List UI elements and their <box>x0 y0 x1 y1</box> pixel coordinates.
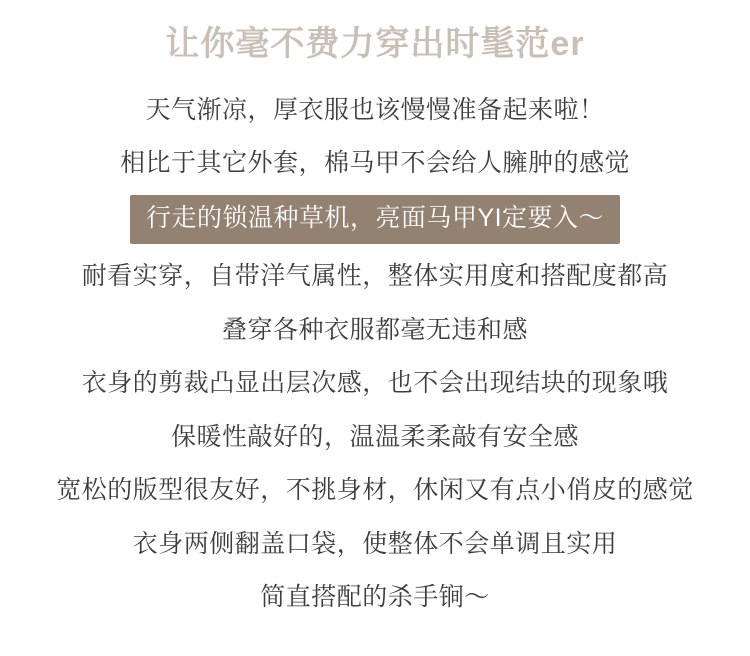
page-title: 让你毫不费力穿出时髦范er <box>165 25 585 63</box>
description-line: 宽松的版型很友好，不挑身材，休闲又有点小俏皮的感觉 <box>56 476 694 505</box>
description-line: 耐看实穿，自带洋气属性，整体实用度和搭配度都高 <box>81 262 669 291</box>
description-line: 衣身的剪裁凸显出层次感，也不会出现结块的现象哦 <box>81 369 669 398</box>
description-line: 叠穿各种衣服都毫无违和感 <box>221 315 528 344</box>
description-line: 衣身两侧翻盖口袋，使整体不会单调且实用 <box>132 529 618 558</box>
description-line: 天气渐凉，厚衣服也该慢慢准备起来啦！ <box>145 95 605 124</box>
description-line-list <box>0 84 750 625</box>
description-line: 简直搭配的杀手锏～ <box>260 583 490 612</box>
description-line: 相比于其它外套，棉马甲不会给人臃肿的感觉 <box>119 149 630 178</box>
description-line: 保暖性敲好的，温温柔柔敲有安全感 <box>170 422 579 451</box>
highlighted-slogan: 行走的锁温种草机，亮面马甲YI定要入～ <box>130 195 620 245</box>
